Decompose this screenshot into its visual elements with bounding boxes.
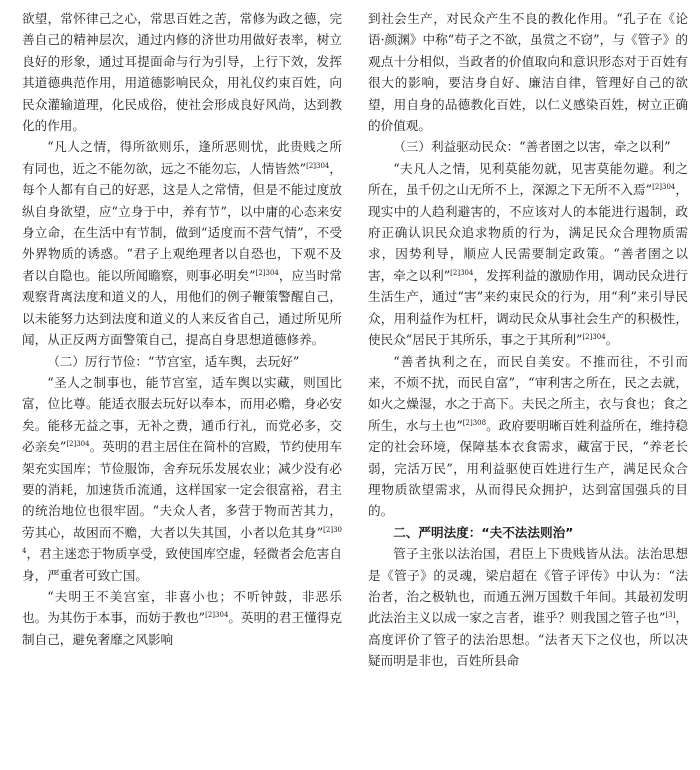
paragraph-text: 。英明的君主居住在简朴的宫殿，节约使用车架充实国库；节俭服饰，舍弃玩乐发展农业；减少没有必要的消耗，加速货币流通，这样国家一定会很富裕，君主的统治地位也很牢固。“夫众人者，多营于物而苦其力，劳其心，故困而不赡，大者以失其国，小者以危其身” — [22, 439, 342, 540]
citation: [2]304 — [22, 525, 342, 556]
citation: [2]308 — [462, 418, 487, 427]
citation: [3] — [665, 611, 676, 620]
paragraph — [22, 586, 342, 650]
paragraph-text: “凡人之情，得所欲则乐，逢所恶则忧，此贵贱之所有同也，近之不能勿欲，远之不能勿忘，人情皆然” — [22, 139, 342, 176]
citation: [2]304 — [255, 268, 279, 277]
citation: [2]304 — [306, 161, 330, 170]
paragraph-text: ，每个人都有自己的好恶，这是人之常情，但是不能过度放纵自身欲望，应“立身于中，养有节”，以中庸的心态来安身立命，在生活中有节制，做到“适度而不营气情”，不受外界物质的诱惑。“君子上观绝理者以自恐也，下观不及者以自隐也。能以所闻瞻察，则事必明矣” — [22, 160, 342, 283]
paragraph-text: “善者执利之在，而民自美安。不推而往，不引而来，不烦不扰，而民自富”，“审利害之所在，民之去就，如火之燥湿，水之于高下。夫民之所主，衣与食也；食之所生，水与土也” — [368, 353, 688, 433]
citation: [2]304 — [205, 611, 229, 620]
paragraph-text: ，发挥利益的激励作用，调动民众进行生活生产，通过“害”来约束民众的行为，用“利”来引导民众，用利益作为杠杆，调动民众从事社会生产的积极性，使民众“居民于其所乐，事之于其所利” — [368, 267, 688, 348]
paragraph-text: ，君主迷恋于物质享受，致使国库空虚，轻微者会危害自身，严重者可致亡国。 — [22, 546, 342, 583]
paragraph-text: 。 — [605, 332, 619, 348]
citation: [2]304 — [66, 440, 90, 449]
paragraph-text: ，高度评价了管子的法治思想。“法者天下之仪也，所以决疑而明是非也，百姓所县命 — [368, 610, 688, 669]
paragraph: 到社会生产，对民众产生不良的教化作用。“孔子在《论语·颜渊》中称“苟子之不欲，虽赏之不窃”，与《管子》的观点十分相似，当政者的价值取向和意识形态对于百姓有很大的影响，要洁身自好、廉洁自律，管理好自己的欲望，用自身的品德教化百姓，以仁义感染百姓，树立正确的价值观。 — [368, 11, 688, 134]
paragraph: 欲望，常怀律己之心，常思百姓之苦，常修为政之德，完善自己的精神层次，通过内修的济世功用做好表率，树立良好的形象，通过耳提面命与行为引导，上行下效，发挥其道德典范作用，用道德影响民众，用礼仪约束百姓，向民众灌输道理，化民成俗，使社会形成良好风尚，达到教化的作用。 — [22, 11, 342, 134]
section-heading: 二、严明法度：“夫不法法则治” — [393, 524, 574, 540]
paragraph — [368, 543, 688, 671]
subsection-heading: （三）利益驱动民众：“善者圉之以害，牵之以利” — [393, 139, 671, 155]
paragraph-text: “夫凡人之情，见利莫能勿就，见害莫能勿避。利之所在，虽千仞之山无所不上，深源之下无所不入焉” — [368, 160, 688, 198]
subsection-heading: （二）厉行节俭：“节宫室，适车舆，去玩好” — [47, 353, 300, 369]
paragraph — [22, 136, 342, 350]
left-column — [22, 8, 342, 650]
paragraph-text: “夫明王不美宫室，非喜小也；不听钟鼓，非恶乐也。为其伤于本事，而妨于教也” — [22, 588, 342, 626]
paragraph-text: 管子主张以法治国，君臣上下贵贱皆从法。法治思想是《管子》的灵魂，梁启超在《管子评传》中认为：“法治者，治之极轨也，而通五洲万国数千年间。其最初发明此法治主义以成一家之言者，谁乎？则我国之管子也” — [368, 546, 688, 626]
paragraph-text: ，现实中的人趋利避害的，不应该对人的本能进行遏制，政府正确认识民众追求物质的行为，满足民众合理物质需求，因势利导，顺应人民需要制定政策。“善者圉之以害，牵之以利” — [368, 182, 688, 283]
paragraph — [368, 158, 688, 351]
paragraph-text: 。英明的君王懂得克制自己，避免奢靡之风影响 — [22, 610, 342, 647]
paragraph-text: ，应当时常观察背离法度和道义的人，用他们的例子鞭策警醒自己，以未能努力达到法度和道义的人来反省自己，通过所见所闻，从正反两方面警策自己，提高自身思想道德修养。 — [22, 267, 342, 348]
paragraph-text: “圣人之制事也，能节宫室，适车舆以实藏，则国比富，位比尊。能适衣服去玩好以奉本，而用必赡，身必安矣。能移无益之事，无补之费，通币行礼，而党必多，交必亲矣” — [22, 374, 342, 455]
citation: [2]304 — [582, 333, 606, 342]
paragraph-text: 。政府要明晰百姓利益所在，维持稳定的社会环境，保障基本衣食需求，藏富于民，“养老长弱，完活万民”，用利益驱使百姓进行生产，满足民众合理物质欲望需求，从而得民众拥护，达到富国强兵的目的。 — [368, 417, 688, 519]
citation: [2]304 — [450, 268, 474, 277]
paragraph — [368, 351, 688, 522]
citation: [2]304 — [652, 183, 676, 192]
paragraph — [22, 372, 342, 586]
right-column — [368, 8, 688, 672]
